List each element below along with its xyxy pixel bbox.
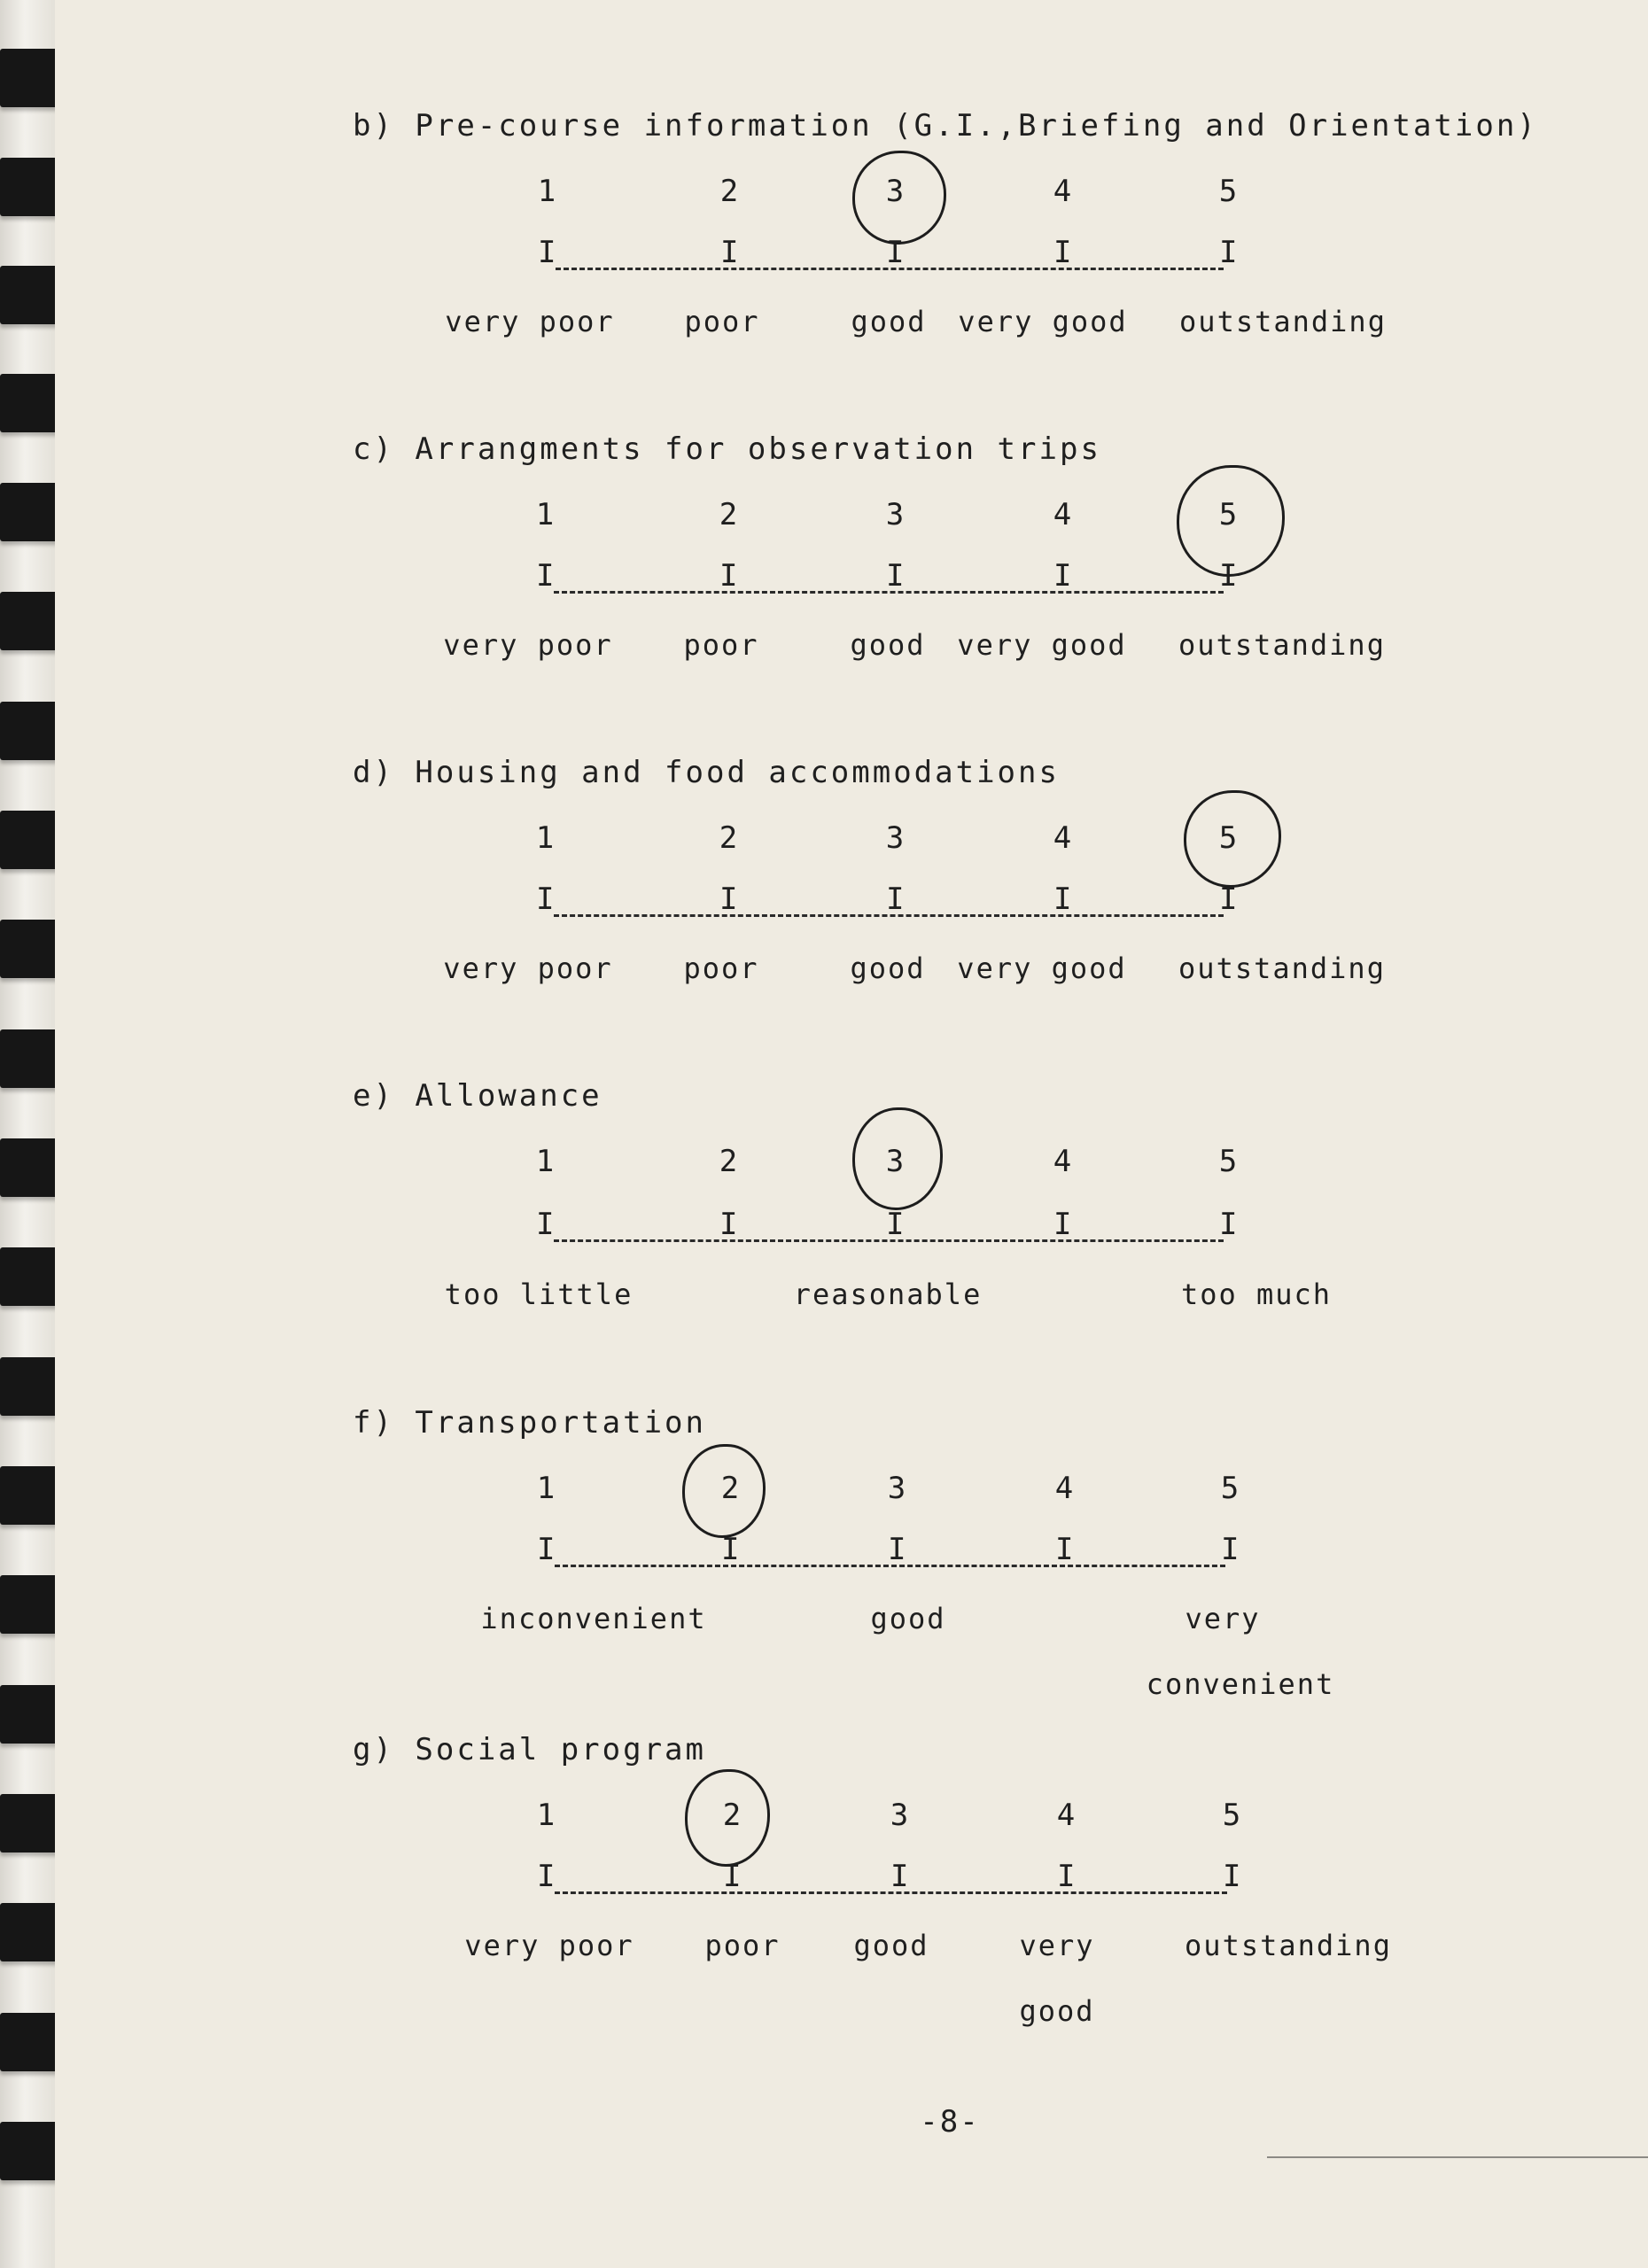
question-title: f) Transportation [353,1405,706,1441]
scale-label: poor [704,1929,781,1962]
scale-label: inconvenient [480,1602,707,1635]
scale-label: good [870,1602,946,1635]
scale-label: outstanding [1178,628,1386,662]
scale-label: very good [957,628,1127,662]
scale-tick: I [536,1207,555,1242]
scale-tick: I [1223,1859,1241,1894]
scale-tick: I [886,882,905,917]
scale-label: poor [683,628,759,662]
scale-number: 2 [719,174,739,209]
scale-label: good [850,951,926,985]
scale-tick: I [537,1859,556,1894]
scale-number: 5 [1220,1471,1240,1506]
scale-label: outstanding [1178,951,1386,985]
scale-number: 1 [535,820,555,856]
scale-label: good [853,1929,929,1962]
bottom-divider [1267,2156,1648,2158]
scale-tick: I [719,558,738,594]
question-title: d) Housing and food accommodations [353,755,1060,790]
scale-tick: I [1053,558,1072,594]
scale-number: 4 [1053,820,1072,856]
scale-tick: I [886,558,905,594]
scale-number: 4 [1054,1471,1074,1506]
question-title: e) Allowance [353,1078,602,1114]
scale-tick: I [536,558,555,594]
scale-tick: I [1055,1532,1074,1567]
scale-tick: I [537,1532,556,1567]
scale-tick: I [719,882,738,917]
scale-number: 1 [535,497,555,532]
scale-label: very [1019,1929,1095,1962]
scale-tick: I [536,882,555,917]
scale-label: outstanding [1185,1929,1392,1962]
scale-tick: I [538,235,556,270]
scale-label: very poor [464,1929,634,1962]
scale-number: 4 [1056,1798,1076,1833]
scale-tick: I [888,1532,906,1567]
scale-tick: I [1219,558,1238,594]
scale-tick: I [721,1532,740,1567]
scale-label: outstanding [1179,305,1387,338]
scale-label: very good [957,951,1127,985]
scale-number: 2 [719,497,738,532]
scale-number: 1 [535,1144,555,1179]
scale-label: very [1185,1602,1261,1635]
scale-label: poor [683,951,759,985]
scale-number: 4 [1053,1144,1072,1179]
scale-tick: I [890,1859,909,1894]
scale-tick: I [719,1207,738,1242]
scale-number: 3 [890,1798,909,1833]
scale-number: 2 [719,1144,738,1179]
spiral-binding [0,0,62,2268]
scale-label: too little [444,1278,634,1311]
scale-number: 2 [722,1798,742,1833]
scale-number: 1 [537,174,556,209]
scale-number: 5 [1218,820,1238,856]
scale-label: good [1019,1994,1095,2028]
scale-tick: I [723,1859,742,1894]
scale-number: 5 [1218,174,1238,209]
scale-number: 5 [1218,1144,1238,1179]
scale-tick: I [720,235,739,270]
scale-number: 3 [885,174,905,209]
scale-number: 2 [720,1471,740,1506]
question-title: b) Pre-course information (G.I.,Briefing and Orientation) [353,108,1538,144]
scale-number: 1 [536,1471,556,1506]
scale-label: convenient [1146,1667,1335,1701]
scale-tick: I [1053,235,1072,270]
scale-tick: I [1057,1859,1076,1894]
scale-tick: I [1053,1207,1072,1242]
scale-label: reasonable [793,1278,983,1311]
scale-tick: I [886,1207,905,1242]
scale-label: good [850,628,926,662]
scale-label: very poor [443,628,613,662]
scale-number: 3 [885,1144,905,1179]
scale-label: very poor [445,305,615,338]
scale-number: 4 [1053,174,1072,209]
scale-number: 5 [1218,497,1238,532]
scale-tick: I [1053,882,1072,917]
scale-label: very poor [443,951,613,985]
scale-number: 1 [536,1798,556,1833]
scale-tick: I [1221,1532,1240,1567]
scale-number: 3 [885,497,905,532]
question-title: g) Social program [353,1732,706,1767]
scale-label: very good [958,305,1128,338]
scale-label: good [851,305,927,338]
page-number: -8- [920,2104,980,2140]
paper-page [55,0,1648,2268]
scale-tick: I [1219,1207,1238,1242]
scale-label: poor [684,305,760,338]
scale-label: too much [1180,1278,1333,1311]
scale-tick: I [886,235,905,270]
scale-number: 4 [1053,497,1072,532]
scale-number: 2 [719,820,738,856]
question-title: c) Arrangments for observation trips [353,431,1101,467]
scale-tick: I [1219,235,1238,270]
scale-number: 3 [887,1471,906,1506]
scale-tick: I [1219,882,1238,917]
scale-number: 5 [1222,1798,1241,1833]
scale-number: 3 [885,820,905,856]
